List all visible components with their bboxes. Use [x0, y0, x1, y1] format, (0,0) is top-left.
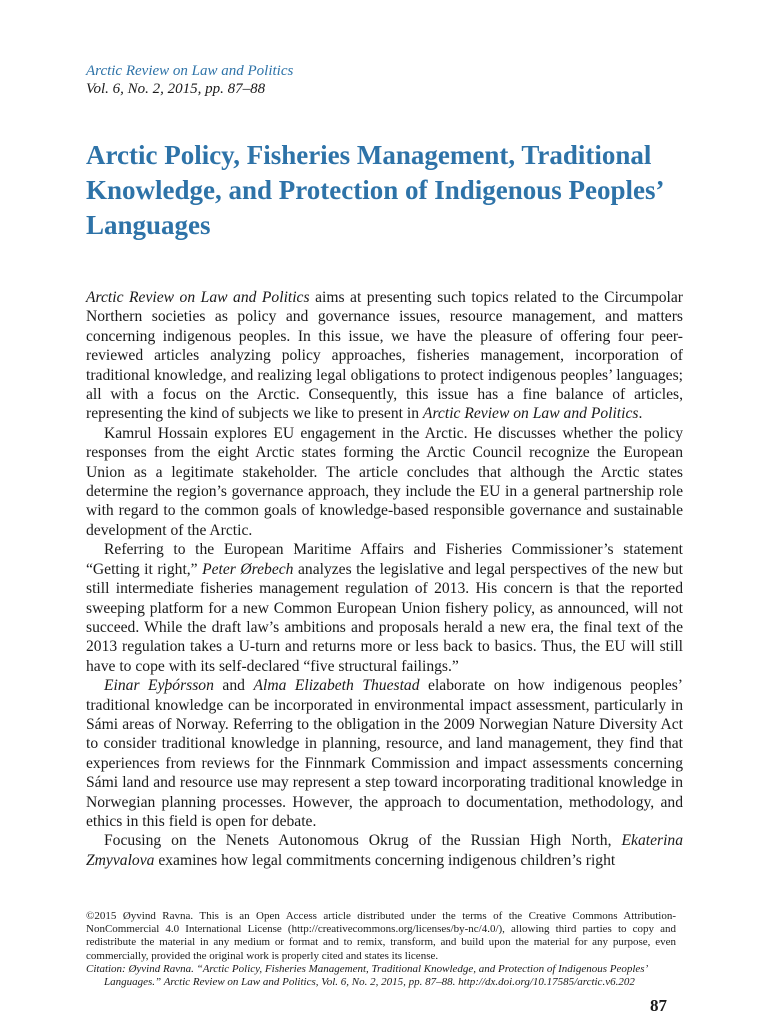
paragraph-intro	[86, 288, 683, 424]
paragraph-orebech	[86, 540, 683, 676]
paragraph-text: aims at presenting such topics related to the Circumpolar Northern societies as policy and governance issues, resource management, and matters concerning indigenous peoples. In this issue, we have the pleasure of offering four peer-reviewed articles analyzing policy approaches, fisheries management, incorporation of traditional knowledge, and realizing legal obligations to protect indigenous peoples’ languages; all with a focus on the Arctic. Consequently, this issue has a fine balance of articles, representing the kind of subjects we like to present in	[86, 289, 683, 423]
paragraph-hossain: Kamrul Hossain explores EU engagement in the Arctic. He discusses whether the policy responses from the eight Arctic states forming the Arctic Council recognize the European Union as a legitimate stakeholder. The article concludes that although the Arctic states determine the region’s governance approach, they include the EU in a general partnership role with regard to the common goals of knowledge-based responsible governance and sustainable development of the Arctic.	[86, 424, 683, 539]
paragraph-text: and	[213, 677, 254, 695]
article-title: Arctic Policy, Fisheries Management, Traditional Knowledge, and Protection of Indigenous Peoples’ Languages	[86, 140, 663, 240]
author-name: Alma Elizabeth Thuestad	[253, 677, 420, 695]
paragraph-text: examines how legal commitments concerning indigenous children’s right	[154, 851, 616, 869]
paragraph-text: analyzes the legislative and legal perspectives of the new but still intermediate fisheries management regulation of 2013. His concern is that the reported sweeping platform for a new Common European Union fishery policy, as announced, will not succeed. While the draft law’s ambitions and proposals herald a new era, the final text of the 2013 regulation takes a U-turn and returns more or less back to basics. Thus, the EU will still have to cope with its self-declared “five structural failings.”	[86, 560, 684, 675]
author-name: Peter Ørebech	[202, 560, 294, 578]
paragraph-eythorsson	[86, 676, 683, 831]
citation	[86, 963, 676, 989]
article-body	[86, 288, 683, 870]
volume-info: Vol. 6, No. 2, 2015, pp. 87–88	[86, 81, 266, 97]
author-name: Ekaterina Zmyvalova	[86, 832, 683, 869]
citation-line-2: Languages.” Arctic Review on Law and Politics, Vol. 6, No. 2, 2015, pp. 87–88. http://dx.doi.org/10.17585/arctic.v6.202	[104, 976, 635, 989]
paragraph-zmyvalova	[86, 831, 683, 870]
page-number: 87	[650, 996, 667, 1015]
journal-name: Arctic Review on Law and Politics	[86, 63, 294, 79]
citation-line-1: Citation: Øyvind Ravna. “Arctic Policy, Fisheries Management, Traditional Knowledge, and Protection of Indigenous Peoples’	[86, 962, 649, 975]
author-name: Einar Eyþórsson	[104, 677, 214, 695]
license-text: ©2015 Øyvind Ravna. This is an Open Access article distributed under the terms of the Creative Commons Attribution-NonCommercial 4.0 International License (http://creativecommons.org/licenses/by-nc/4.0/), allowing third parties to copy and redistribute the material in any medium or format and to remix, transform, and build upon the material for any purpose, even commercially, provided the original work is properly cited and states its license.	[86, 910, 676, 962]
footnote	[86, 910, 676, 989]
journal-ref: Arctic Review on Law and Politics	[422, 405, 639, 423]
paragraph-text: .	[638, 405, 643, 423]
paragraph-text: Referring to the European Maritime Affairs and Fisheries Commissioner’s statement “Getting it right,”	[86, 541, 683, 578]
paragraph-text: Focusing on the Nenets Autonomous Okrug of the Russian High North,	[104, 832, 622, 850]
journal-ref: Arctic Review on Law and Politics	[86, 289, 310, 306]
paragraph-text: elaborate on how indigenous peoples’ traditional knowledge can be incorporated in environmental impact assessment, particularly in Sámi areas of Norway. Referring to the obligation in the 2009 Norwegian Nature Diversity Act to consider traditional knowledge in planning, resource, and land management, they find that experiences from reviews for the Finnmark Commission and impact assessments concerning Sámi land and resource use may represent a step toward incorporating traditional knowledge in Norwegian planning processes. However, the approach to documentation, methodology, and ethics in this field is open for debate.	[86, 677, 684, 830]
